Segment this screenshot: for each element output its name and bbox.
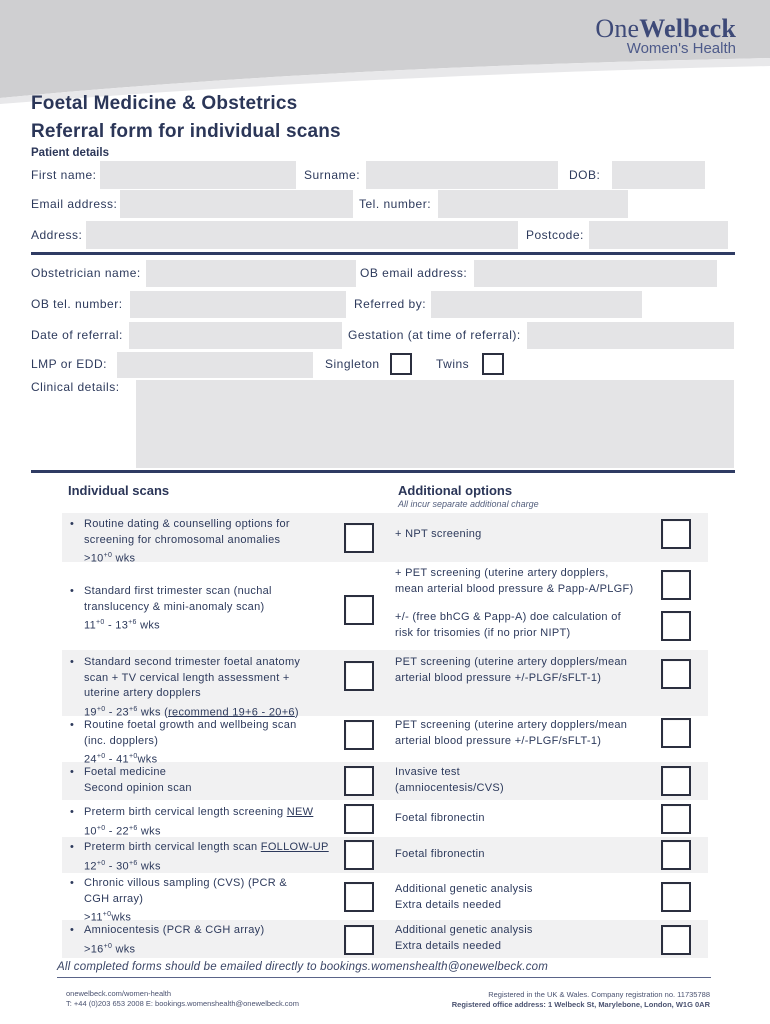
singleton-checkbox[interactable]: [390, 353, 412, 375]
lmp-label: LMP or EDD:: [31, 357, 107, 371]
section-divider-1: [31, 252, 735, 255]
individual-scans-heading: Individual scans: [68, 483, 170, 498]
tel-field[interactable]: [438, 190, 628, 218]
logo-subtitle: Women's Health: [626, 40, 736, 57]
address-label: Address:: [31, 228, 83, 242]
option-fibronectin-1: Foetal fibronectin: [395, 812, 485, 824]
date-of-referral-label: Date of referral:: [31, 328, 123, 342]
option-invasive-test-checkbox[interactable]: [661, 766, 691, 796]
option-genetic-cvs-checkbox[interactable]: [661, 882, 691, 912]
option-trisomy-risk-checkbox[interactable]: [661, 611, 691, 641]
scan-preterm-screening-checkbox[interactable]: [344, 804, 374, 834]
option-fibronectin-2-checkbox[interactable]: [661, 840, 691, 870]
scan-amniocentesis-checkbox[interactable]: [344, 925, 374, 955]
scan-cvs-checkbox[interactable]: [344, 882, 374, 912]
gestation-label: Gestation (at time of referral):: [348, 328, 521, 342]
footer-office-address: Registered office address: 1 Welbeck St, Marylebone, London, W1G 0AR: [451, 1000, 710, 1009]
footer-contact: T: +44 (0)203 653 2008 E: bookings.womenshealth@onewelbeck.com: [66, 999, 299, 1008]
address-field[interactable]: [86, 221, 518, 249]
obstetrician-label: Obstetrician name:: [31, 266, 141, 280]
referred-by-field[interactable]: [431, 291, 642, 318]
scan-item-second-trimester: • Standard second trimester foetal anatomy scan + TV cervical length assessment + uterine artery dopplers $19^{+0} - 23^{+6}$ wks (recommend 19+6 - 20+6): [70, 656, 301, 719]
option-npt-checkbox[interactable]: [661, 519, 691, 549]
option-genetic-cvs: Additional genetic analysis Extra details needed: [395, 883, 533, 911]
option-invasive-test: Invasive test (amniocentesis/CVS): [395, 766, 505, 794]
footer-divider: [57, 977, 711, 978]
email-label: Email address:: [31, 197, 118, 211]
footer-registration: Registered in the UK & Wales. Company registration no. 11735788: [488, 990, 710, 999]
referred-by-label: Referred by:: [354, 297, 427, 311]
option-pet-second: PET screening (uterine artery dopplers/mean arterial blood pressure +/-PLGF/sFLT-1): [395, 656, 628, 684]
singleton-label: Singleton: [325, 357, 380, 371]
scan-first-trimester-checkbox[interactable]: [344, 595, 374, 625]
option-trisomy-risk: +/- (free bhCG & Papp-A) doe calculation of risk for trisomies (if no prior NIPT): [395, 611, 621, 639]
twins-checkbox[interactable]: [482, 353, 504, 375]
date-of-referral-field[interactable]: [129, 322, 342, 349]
additional-options-heading: Additional options: [398, 483, 513, 498]
ob-email-label: OB email address:: [360, 266, 468, 280]
ob-email-field[interactable]: [474, 260, 717, 287]
option-genetic-amnio: Additional genetic analysis Extra details needed: [395, 924, 533, 952]
option-pet-growth-checkbox[interactable]: [661, 718, 691, 748]
dob-label: DOB:: [569, 168, 601, 182]
scan-item-preterm-followup: • Preterm birth cervical length scan FOLLOW-UP $12^{+0} - 30^{+6}$ wks: [70, 841, 329, 873]
form-subtitle: Referral form for individual scans: [31, 121, 341, 142]
scan-item-dating: • Routine dating & counselling options for screening for chromosomal anomalies $>10^{+0}$ wks: [70, 518, 290, 565]
tel-label: Tel. number:: [359, 197, 432, 211]
submission-instructions: All completed forms should be emailed directly to bookings.womenshealth@onewelbeck.com: [57, 961, 549, 973]
clinical-details-field[interactable]: [136, 380, 734, 468]
scan-item-cvs: • Chronic villous sampling (CVS) (PCR & CGH array) $>11^{+0}wks$: [70, 877, 288, 924]
surname-label: Surname:: [304, 168, 361, 182]
option-npt: + NPT screening: [395, 528, 482, 540]
scan-item-amniocentesis: • Amniocentesis (PCR & CGH array) $>16^{+0}$ wks: [70, 924, 265, 956]
scan-foetal-medicine-checkbox[interactable]: [344, 766, 374, 796]
obstetrician-field[interactable]: [146, 260, 356, 287]
scan-growth-checkbox[interactable]: [344, 720, 374, 750]
first-name-field[interactable]: [100, 161, 296, 189]
scan-dating-checkbox[interactable]: [344, 523, 374, 553]
logo-welbeck: Welbeck: [639, 14, 736, 43]
patient-details-label: Patient details: [31, 147, 109, 159]
option-pet-first-checkbox[interactable]: [661, 570, 691, 600]
scan-item-growth: • Routine foetal growth and wellbeing scan (inc. dopplers) $24^{+0} - 41^{+0}wks$: [70, 719, 297, 766]
option-genetic-amnio-checkbox[interactable]: [661, 925, 691, 955]
ob-tel-label: OB tel. number:: [31, 297, 123, 311]
footer-website: onewelbeck.com/women-health: [66, 989, 172, 998]
option-fibronectin-2: Foetal fibronectin: [395, 848, 485, 860]
first-name-label: First name:: [31, 168, 97, 182]
gestation-field[interactable]: [527, 322, 734, 349]
scan-item-first-trimester: • Standard first trimester scan (nuchal translucency & mini-anomaly scan) $11^{+0} - 13^{+6}$ wks: [70, 585, 272, 632]
logo-one: One: [595, 14, 640, 43]
option-pet-growth: PET screening (uterine artery dopplers/mean arterial blood pressure +/-PLGF/sFLT-1): [395, 719, 628, 747]
option-pet-first: + PET screening (uterine artery dopplers, mean arterial blood pressure & Papp-A/PLGF): [395, 567, 634, 595]
section-divider-2: [31, 470, 735, 473]
scan-item-preterm-screening: • Preterm birth cervical length screening NEW $10^{+0} - 22^{+6}$ wks: [70, 806, 314, 838]
scan-preterm-followup-checkbox[interactable]: [344, 840, 374, 870]
dob-field[interactable]: [612, 161, 705, 189]
postcode-field[interactable]: [589, 221, 728, 249]
brand-logo: [595, 14, 736, 57]
ob-tel-field[interactable]: [130, 291, 346, 318]
additional-options-note: All incur separate additional charge: [398, 499, 539, 509]
clinical-details-label: Clinical details:: [31, 380, 120, 394]
scan-second-trimester-checkbox[interactable]: [344, 661, 374, 691]
postcode-label: Postcode:: [526, 228, 584, 242]
surname-field[interactable]: [366, 161, 558, 189]
lmp-field[interactable]: [117, 352, 313, 378]
scan-item-foetal-medicine: • Foetal medicine Second opinion scan: [70, 766, 192, 794]
form-title: Foetal Medicine & Obstetrics: [31, 93, 298, 114]
twins-label: Twins: [436, 357, 470, 371]
email-field[interactable]: [120, 190, 353, 218]
option-fibronectin-1-checkbox[interactable]: [661, 804, 691, 834]
option-pet-second-checkbox[interactable]: [661, 659, 691, 689]
